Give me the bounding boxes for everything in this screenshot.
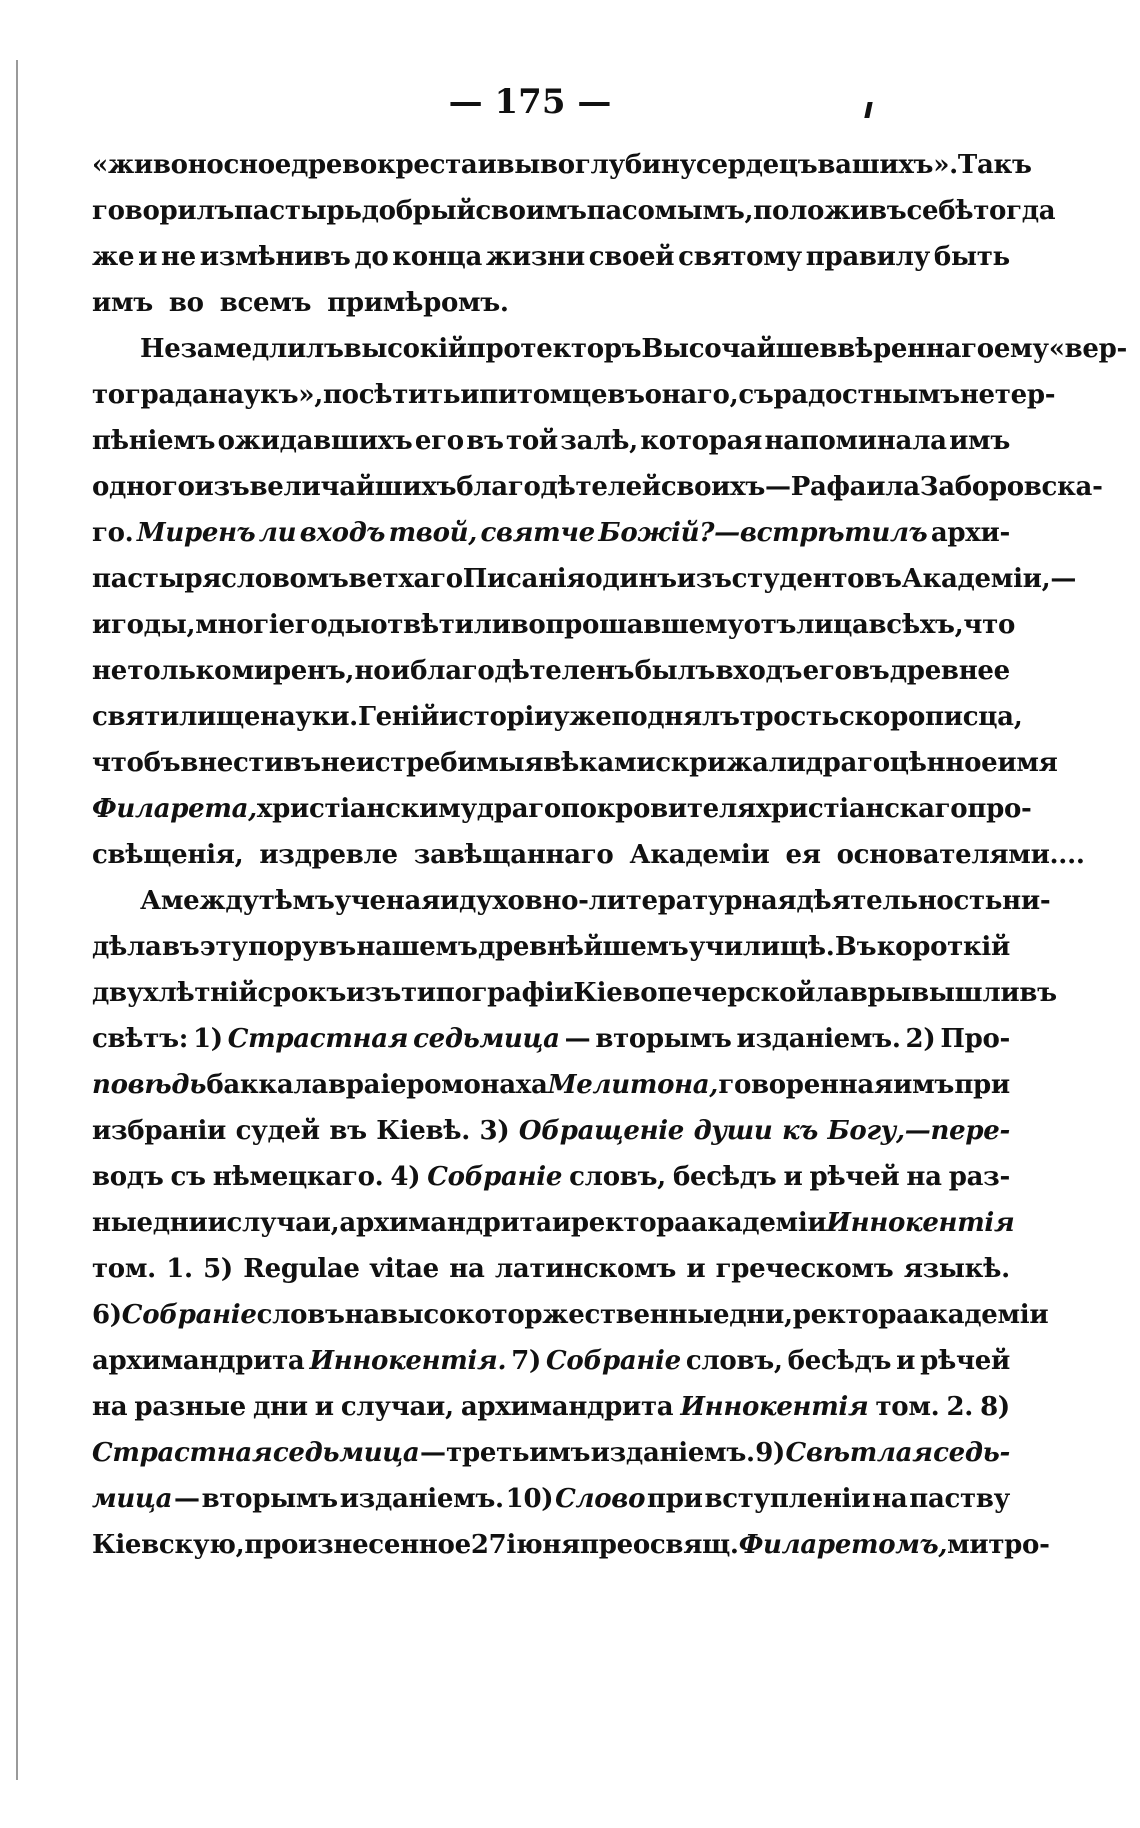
word: имя [997, 748, 1058, 778]
word: Академіи [629, 840, 770, 870]
word: Про- [940, 1024, 1010, 1054]
word: избраніи [92, 1116, 227, 1146]
word: величайшихъ [249, 472, 457, 502]
word: Геній [357, 702, 440, 732]
word: тогда [973, 196, 1056, 226]
text-line [92, 518, 1010, 564]
binding-margin-line [16, 60, 18, 1780]
word: Regulae [243, 1254, 360, 1284]
word: своей [588, 242, 675, 272]
word: и [783, 1162, 803, 1192]
word: драгоцѣнное [805, 748, 998, 778]
text-line [92, 702, 1023, 748]
text-line [92, 1070, 1010, 1116]
word: на [872, 1484, 908, 1514]
word: преосвящ. [580, 1530, 739, 1560]
word: при [954, 1070, 1010, 1100]
stray-ink-mark [864, 102, 872, 118]
word: 8) [980, 1392, 1010, 1422]
word: Заборовска- [919, 472, 1103, 502]
word: — [174, 1484, 200, 1514]
word: древнѣйшемъ [477, 932, 689, 962]
text-line [92, 564, 1077, 610]
word: души [693, 1116, 773, 1146]
word: конца [392, 242, 483, 272]
word: трость [739, 702, 840, 732]
word: архимандрита [460, 1392, 674, 1422]
word: имъ [893, 1070, 955, 1100]
word: говорилъ [92, 196, 235, 226]
word: древо [291, 150, 377, 180]
word: одного [92, 472, 195, 502]
text-line [92, 1392, 1010, 1438]
word: въ [466, 426, 504, 456]
word: завѣщаннаго [413, 840, 614, 870]
word: академіи [912, 1300, 1049, 1330]
word: вопрошавшему [510, 610, 744, 640]
word: Иннокентія [680, 1392, 869, 1422]
word: уже [552, 702, 612, 732]
text-line [92, 1438, 1010, 1484]
word: ожидавшихъ [217, 426, 413, 456]
word: замедлилъ [180, 334, 344, 364]
word: вы [496, 150, 540, 180]
word: правилу [805, 242, 931, 272]
word: Иннокентія [826, 1208, 1015, 1238]
word: годы, [110, 610, 196, 640]
word: А [140, 886, 161, 916]
text-line [92, 242, 1010, 288]
text-line [92, 1162, 1010, 1208]
word: которая [640, 426, 763, 456]
word: и [460, 380, 480, 410]
word: христіански [256, 794, 439, 824]
word: миренъ, [231, 656, 355, 686]
word: том. [92, 1254, 156, 1284]
word: въ [162, 932, 200, 962]
word: быть [933, 242, 1010, 272]
word: Въ [834, 932, 877, 962]
word: свѣщенія, [92, 840, 244, 870]
word: 9) [755, 1438, 786, 1468]
text-line [92, 748, 1058, 794]
word: изданіемъ. [590, 1438, 755, 1468]
word: и [551, 1208, 571, 1238]
word: словомъ [221, 564, 349, 594]
word: покровителя [560, 794, 756, 824]
word: въ [1019, 978, 1057, 1008]
word: чтобъ [92, 748, 181, 778]
word: произнесенное [244, 1530, 471, 1560]
text-line [92, 334, 1128, 380]
text-line [92, 150, 1032, 196]
word: дѣятельность [796, 886, 1003, 916]
word: отвѣтили [370, 610, 511, 640]
word: судей [235, 1116, 320, 1146]
word: на [449, 1254, 485, 1284]
word: вѣками [543, 748, 656, 778]
word: митро- [947, 1530, 1050, 1560]
word: отъ [743, 610, 797, 640]
word: благодѣтелей [456, 472, 661, 502]
word: 4) [390, 1162, 421, 1192]
word: двухлѣтній [92, 978, 258, 1008]
word: съ [170, 1162, 206, 1192]
word: третьимъ [446, 1438, 591, 1468]
word: святилище [92, 702, 261, 732]
word: креста [376, 150, 478, 180]
word: до [354, 242, 389, 272]
text-line [92, 886, 1051, 932]
word: ректора [570, 1208, 691, 1238]
word: и [92, 610, 111, 640]
word: латинскомъ [494, 1254, 676, 1284]
word: Писанія [462, 564, 586, 594]
word: себѣ [906, 196, 974, 226]
word: вашихъ». [817, 150, 958, 180]
word: напоминала [764, 426, 947, 456]
word: исторіи [439, 702, 553, 732]
word: бесѣдъ [787, 1346, 892, 1376]
word: и [896, 1346, 916, 1376]
text-line [92, 656, 1010, 702]
word: дни [152, 1208, 208, 1238]
text-line [92, 1346, 1010, 1392]
word: іюня [506, 1530, 580, 1560]
word: пастырь [234, 196, 362, 226]
word: нѣмецкаго. [212, 1162, 384, 1192]
word: словъ [256, 1300, 345, 1330]
word: скрижали [655, 748, 806, 778]
word: Кіевѣ. [376, 1116, 470, 1146]
text-line [92, 840, 1085, 886]
word: Слово [555, 1484, 646, 1514]
text-line [92, 1024, 1010, 1070]
text-line [92, 1484, 1010, 1530]
word: имъ [949, 426, 1010, 456]
text-line [92, 932, 1010, 978]
word: не [92, 656, 127, 686]
word: въ [283, 748, 321, 778]
text-line [92, 1116, 1010, 1162]
word: примѣромъ. [327, 288, 509, 318]
word: положивъ [753, 196, 907, 226]
word: и [477, 150, 497, 180]
word: архи- [930, 518, 1010, 548]
word: 3) [479, 1116, 510, 1146]
word: въ [851, 656, 890, 686]
word: дни [252, 1392, 308, 1422]
text-line [92, 288, 1010, 334]
word: 27 [470, 1530, 507, 1560]
word: седьмица [413, 1024, 560, 1054]
word: Божій?—встрѣтилъ [598, 518, 928, 548]
word: Филаретомъ, [738, 1530, 948, 1560]
word: радостнымъ [773, 380, 960, 410]
word: — [419, 1438, 446, 1468]
word: во [540, 150, 575, 180]
word: словъ, [685, 1346, 783, 1376]
word: «живоносное [92, 150, 292, 180]
word: ректора [792, 1300, 913, 1330]
word: Обращеніе [518, 1116, 685, 1146]
word: же [92, 242, 135, 272]
word: твой, [388, 518, 477, 548]
word: Свѣтлая [785, 1438, 933, 1468]
text-line [92, 426, 1010, 472]
word: годы [294, 610, 371, 640]
word: всѣхъ, [868, 610, 964, 640]
word: архимандрита [339, 1208, 552, 1238]
word: христіанскаго [755, 794, 968, 824]
word: основателями.... [836, 840, 1085, 870]
word: на [344, 1300, 380, 1330]
word: Высочайше [641, 334, 820, 364]
word: ветхаго [348, 564, 463, 594]
word: измѣнивъ [199, 242, 351, 272]
word: седьмица [272, 1438, 420, 1468]
word: ни- [1002, 886, 1051, 916]
word: бесѣдъ [672, 1162, 777, 1192]
page-number: — 175 — [448, 82, 612, 122]
word: седь- [933, 1438, 1010, 1468]
text-line [92, 1254, 1010, 1300]
word: входъ [715, 656, 803, 686]
word: питомцевъ [479, 380, 645, 410]
word: въ [329, 1116, 367, 1146]
word: и [686, 1254, 706, 1284]
text-line [92, 380, 1056, 426]
word: внести [180, 748, 284, 778]
text-line [92, 610, 1016, 656]
word: типографіи [400, 978, 574, 1008]
word: Иннокентія. [309, 1346, 507, 1376]
word: «вер- [1048, 334, 1128, 364]
word: іеромонаха [380, 1070, 548, 1100]
word: высокоторжественные [379, 1300, 730, 1330]
word: его [414, 426, 464, 456]
text-line [92, 1300, 1049, 1346]
word: короткій [876, 932, 1010, 962]
word: всемъ [219, 288, 312, 318]
word: высокій [343, 334, 467, 364]
word: Собраніе [121, 1300, 257, 1330]
word: вышли [911, 978, 1020, 1008]
word: 10) [505, 1484, 554, 1514]
word: академіи [690, 1208, 827, 1238]
text-line [92, 978, 1057, 1024]
word: дни, [729, 1300, 793, 1330]
word: посѣтить [322, 380, 461, 410]
word: скорописца, [839, 702, 1023, 732]
word: и [440, 886, 459, 916]
word: духовно-литературная [458, 886, 797, 916]
text-line [92, 794, 1032, 840]
word: его [802, 656, 852, 686]
word: пѣніемъ [92, 426, 216, 456]
word: неистребимыя [320, 748, 544, 778]
word: рѣчей [920, 1346, 1010, 1376]
word: своимъ [475, 196, 587, 226]
word: и [390, 656, 410, 686]
word: водъ [92, 1162, 164, 1192]
word: Филарета, [92, 794, 257, 824]
word: архимандрита [92, 1346, 305, 1376]
word: входъ [299, 518, 386, 548]
word: ные [92, 1208, 153, 1238]
word: 5) [203, 1254, 233, 1284]
word: 6) [92, 1300, 122, 1330]
word: Не [140, 334, 181, 364]
word: имъ [92, 288, 153, 318]
word: рѣчей [809, 1162, 900, 1192]
word: словъ, [569, 1162, 666, 1192]
word: святче [480, 518, 595, 548]
word: эту [199, 932, 248, 962]
word: былъ [634, 656, 716, 686]
word: Такъ [957, 150, 1032, 180]
word: сердецъ [695, 150, 818, 180]
word: науки. [260, 702, 358, 732]
word: студентовъ [731, 564, 902, 594]
word: между [160, 886, 259, 916]
word: про- [967, 794, 1032, 824]
word: Страстная [227, 1024, 409, 1054]
text-line [92, 472, 1103, 518]
text-line [92, 196, 1056, 242]
word: съ [738, 380, 774, 410]
word: 1) [193, 1024, 223, 1054]
word: Кіевскую, [92, 1530, 245, 1560]
word: многіе [195, 610, 295, 640]
word: го. [92, 518, 134, 548]
word: паству [909, 1484, 1010, 1514]
word: что [963, 610, 1016, 640]
word: 2. [946, 1392, 974, 1422]
word: въ [318, 932, 356, 962]
text-line [92, 1530, 1050, 1576]
word: на [906, 1162, 942, 1192]
word: вторымъ [201, 1484, 338, 1514]
word: изданіемъ. [339, 1484, 504, 1514]
word: но [354, 656, 391, 686]
word: нашемъ [356, 932, 478, 962]
word: добрый [361, 196, 476, 226]
word: благодѣтеленъ [410, 656, 635, 686]
word: повѣдь [92, 1070, 207, 1100]
word: училищѣ. [688, 932, 835, 962]
word: лица [796, 610, 869, 640]
word: греческомъ [715, 1254, 894, 1284]
word: одинъ [585, 564, 677, 594]
word: Страстная [92, 1438, 273, 1468]
word: тѣмъ [258, 886, 335, 916]
word: изданіемъ. [736, 1024, 901, 1054]
word: ученая [334, 886, 440, 916]
word: изъ [676, 564, 732, 594]
word: ввѣреннаго [819, 334, 994, 364]
word: глубину [574, 150, 696, 180]
word: изъ [346, 978, 401, 1008]
word: — [564, 1024, 591, 1054]
word: святому [678, 242, 802, 272]
word: наукъ», [208, 380, 323, 410]
word: поднялъ [611, 702, 740, 732]
word: говоренная [718, 1070, 893, 1100]
word: баккалавра [206, 1070, 381, 1100]
word: во [168, 288, 204, 318]
word: том. [875, 1392, 940, 1422]
word: Богу,—пере- [827, 1116, 1010, 1146]
word: и [138, 242, 158, 272]
word: мудраго [438, 794, 561, 824]
word: на [92, 1392, 128, 1422]
word: Собраніе [427, 1162, 563, 1192]
word: древнее [889, 656, 1010, 686]
word: жизни [485, 242, 585, 272]
word: случаи, [226, 1208, 340, 1238]
word: Собраніе [546, 1346, 681, 1376]
word: только [127, 656, 232, 686]
word: свѣтъ: [92, 1024, 189, 1054]
word: мица [92, 1484, 173, 1514]
word: срокъ [257, 978, 347, 1008]
word: онаго, [644, 380, 739, 410]
word: тограда [92, 380, 209, 410]
word: той [506, 426, 558, 456]
body-text [92, 150, 1128, 1576]
word: къ [782, 1116, 818, 1146]
word: издревле [259, 840, 398, 870]
word: пору [248, 932, 319, 962]
word: раз- [948, 1162, 1010, 1192]
word: нетер- [959, 380, 1056, 410]
word: языкѣ. [903, 1254, 1010, 1284]
word: случаи, [340, 1392, 454, 1422]
word: Академіи,— [901, 564, 1077, 594]
word: Мелитона, [547, 1070, 719, 1100]
word: вступленіи [704, 1484, 871, 1514]
text-line [92, 1208, 1015, 1254]
word: своихъ—Рафаила [660, 472, 920, 502]
word: пастыря [92, 564, 222, 594]
word: 2) [905, 1024, 936, 1054]
word: при [646, 1484, 703, 1514]
word: дѣла [92, 932, 162, 962]
word: 7) [511, 1346, 542, 1376]
word: разные [134, 1392, 246, 1422]
word: залѣ, [560, 426, 638, 456]
word: вторымъ [595, 1024, 732, 1054]
word: ея [785, 840, 821, 870]
word: лавры [815, 978, 912, 1008]
word: изъ [194, 472, 250, 502]
word: Миренъ [136, 518, 256, 548]
word: не [160, 242, 196, 272]
word: vitae [370, 1254, 439, 1284]
word: пасомымъ, [586, 196, 754, 226]
word: и [207, 1208, 227, 1238]
word: 1. [166, 1254, 193, 1284]
word: протекторъ [466, 334, 642, 364]
word: ли [258, 518, 297, 548]
word: ему [993, 334, 1049, 364]
word: и [314, 1392, 334, 1422]
word: Кіевопечерской [573, 978, 816, 1008]
